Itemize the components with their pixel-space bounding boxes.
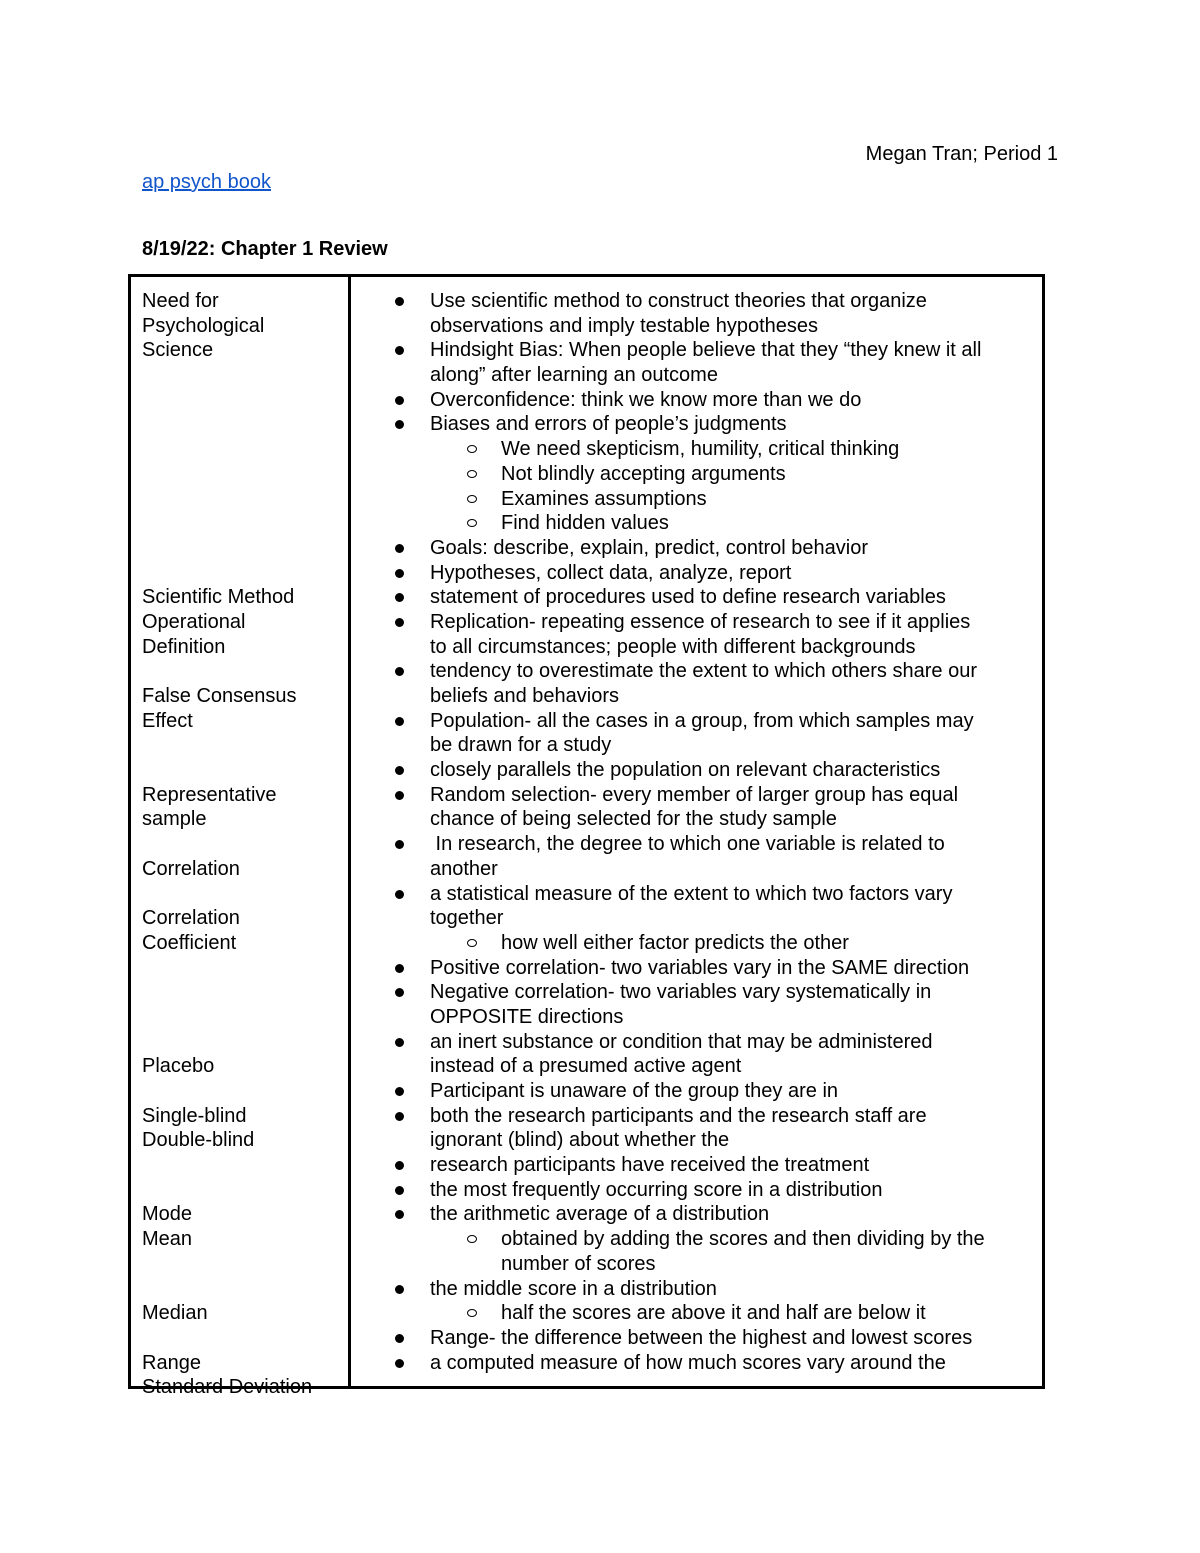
bullet-item (351, 1005, 1032, 1030)
term-line (142, 733, 348, 758)
filled-bullet-icon (395, 890, 404, 899)
bullet-item (351, 882, 1032, 907)
definition-text: research participants have received the treatment (430, 1154, 870, 1177)
filled-bullet-icon (395, 717, 404, 726)
definition-text: together (430, 907, 504, 930)
bullet-item (351, 1128, 1032, 1153)
sub-bullet-item (351, 487, 1032, 512)
filled-bullet-icon (395, 420, 404, 429)
term-line: Representative (142, 783, 277, 806)
filled-bullet-icon (395, 1087, 404, 1096)
term-line: sample (142, 808, 207, 831)
definition-text: to all circumstances; people with different backgrounds (430, 635, 916, 658)
term-line: Science (142, 339, 214, 362)
definition-text: how well either factor predicts the other (501, 931, 849, 954)
bullet-item (351, 536, 1032, 561)
filled-bullet-icon (395, 396, 404, 405)
definition-text: an inert substance or condition that may be administered (430, 1030, 933, 1053)
definition-text: Find hidden values (501, 512, 669, 535)
term-line: Definition (142, 635, 226, 658)
term-line: Effect (142, 709, 193, 732)
term-line (142, 511, 348, 536)
bullet-item (351, 585, 1032, 610)
definitions-column (351, 277, 1042, 1386)
definition-text: a statistical measure of the extent to which two factors vary (430, 882, 953, 905)
bullet-item (351, 906, 1032, 931)
filled-bullet-icon (395, 964, 404, 973)
bullet-item (351, 980, 1032, 1005)
term-line (142, 1326, 348, 1351)
definition-text: Random selection- every member of larger group has equal (430, 783, 959, 806)
bullet-item (351, 1054, 1032, 1079)
sub-bullet-item (351, 462, 1032, 487)
term-line (142, 1005, 348, 1030)
bullet-item (351, 1202, 1032, 1227)
term-line: Correlation (142, 857, 240, 880)
definition-text: observations and imply testable hypotheses (430, 314, 819, 337)
definition-text: instead of a presumed active agent (430, 1055, 742, 1078)
definition-text: be drawn for a study (430, 734, 612, 757)
term-line: Range (142, 1351, 201, 1374)
definition-text: number of scores (501, 1252, 656, 1275)
filled-bullet-icon (395, 544, 404, 553)
definition-text: closely parallels the population on relevant characteristics (430, 759, 941, 782)
term-line (142, 561, 348, 586)
bullet-item (351, 1079, 1032, 1104)
definition-text: Use scientific method to construct theories that organize (430, 290, 927, 312)
term-line (142, 1030, 348, 1055)
hollow-bullet-icon (467, 470, 477, 478)
definition-text: Hindsight Bias: When people believe that they “they knew it all (430, 339, 982, 362)
hollow-bullet-icon (467, 495, 477, 503)
definition-text: Range- the difference between the highest and lowest scores (430, 1326, 973, 1349)
term-line: Placebo (142, 1055, 215, 1078)
sub-bullet-item (351, 1227, 1032, 1252)
filled-bullet-icon (395, 667, 404, 676)
bullet-item (351, 1104, 1032, 1129)
filled-bullet-icon (395, 1112, 404, 1121)
bullet-item (351, 807, 1032, 832)
bullet-item (351, 388, 1032, 413)
filled-bullet-icon (395, 618, 404, 627)
filled-bullet-icon (395, 569, 404, 578)
hollow-bullet-icon (467, 445, 477, 453)
bullet-item (351, 363, 1032, 388)
filled-bullet-icon (395, 1359, 404, 1368)
hollow-bullet-icon (467, 1309, 477, 1317)
definition-text: obtained by adding the scores and then dividing by the (501, 1228, 985, 1251)
term-line: Operational (142, 610, 246, 633)
term-line: Scientific Method (142, 586, 295, 609)
definition-text: chance of being selected for the study sample (430, 808, 837, 831)
term-line: Psychological (142, 314, 265, 337)
filled-bullet-icon (395, 1186, 404, 1195)
term-line (142, 536, 348, 561)
term-line (142, 388, 348, 413)
term-line (142, 882, 348, 907)
term-line (142, 1153, 348, 1178)
bullet-item (351, 733, 1032, 758)
bullet-item (351, 314, 1032, 339)
filled-bullet-icon (395, 1285, 404, 1294)
definition-text: Negative correlation- two variables vary systematically in (430, 981, 932, 1004)
definition-text: beliefs and behaviors (430, 685, 620, 707)
hollow-bullet-icon (467, 1235, 477, 1243)
term-line (142, 758, 348, 783)
term-line (142, 1079, 348, 1104)
term-line (142, 832, 348, 857)
definition-text: Goals: describe, explain, predict, control behavior (430, 536, 869, 559)
definition-text: tendency to overestimate the extent to which others share our (430, 660, 977, 683)
definition-text: We need skepticism, humility, critical thinking (501, 438, 900, 461)
bullet-item (351, 1153, 1032, 1178)
definition-text: In research, the degree to which one variable is related to (430, 833, 945, 856)
definition-text: Population- all the cases in a group, from which samples may (430, 709, 974, 732)
term-line: Double-blind (142, 1129, 255, 1152)
bullet-item (351, 659, 1032, 684)
definition-text: ignorant (blind) about whether the (430, 1129, 730, 1152)
filled-bullet-icon (395, 593, 404, 602)
term-line (142, 1252, 348, 1277)
definition-text: Overconfidence: think we know more than we do (430, 388, 862, 411)
definition-text: both the research participants and the research staff are (430, 1104, 927, 1127)
term-line: False Consensus (142, 685, 297, 707)
filled-bullet-icon (395, 1210, 404, 1219)
sub-bullet-item (351, 1252, 1032, 1277)
hollow-bullet-icon (467, 939, 477, 947)
bullet-item (351, 338, 1032, 363)
filled-bullet-icon (395, 791, 404, 800)
definition-text: Hypotheses, collect data, analyze, report (430, 561, 792, 584)
bullet-item (351, 709, 1032, 734)
bullet-item (351, 1178, 1032, 1203)
notes-table (128, 274, 1045, 1399)
definition-text: OPPOSITE directions (430, 1005, 624, 1028)
filled-bullet-icon (395, 1334, 404, 1343)
definition-text: Examines assumptions (501, 487, 707, 510)
filled-bullet-icon (395, 1161, 404, 1170)
term-line (142, 462, 348, 487)
term-line: Single-blind (142, 1104, 247, 1127)
term-line (142, 980, 348, 1005)
term-line (142, 487, 348, 512)
bullet-item (351, 684, 1032, 709)
bullet-item (351, 783, 1032, 808)
bullet-item (351, 1030, 1032, 1055)
term-line: Mode (142, 1203, 193, 1226)
sub-bullet-item (351, 437, 1032, 462)
filled-bullet-icon (395, 766, 404, 775)
term-line (142, 363, 348, 388)
term-line (142, 659, 348, 684)
definition-text: the middle score in a distribution (430, 1277, 717, 1300)
term-line (142, 1178, 348, 1203)
bullet-item (351, 1351, 1032, 1376)
term-line: Mean (142, 1228, 193, 1251)
sub-bullet-item (351, 511, 1032, 536)
bullet-item (351, 758, 1032, 783)
bullet-item (351, 635, 1032, 660)
definition-text: a computed measure of how much scores vary around the (430, 1351, 946, 1374)
term-line: Need for (142, 290, 219, 312)
definition-text: along” after learning an outcome (430, 364, 718, 387)
ap-psych-book-link[interactable]: ap psych book (142, 171, 271, 193)
hollow-bullet-icon (467, 519, 477, 527)
author-name-period: Megan Tran; Period 1 (865, 143, 1058, 165)
terms-column (131, 277, 351, 1399)
bullet-item (351, 561, 1032, 586)
definition-text: half the scores are above it and half are below it (501, 1302, 926, 1325)
definition-text: the arithmetic average of a distribution (430, 1203, 770, 1226)
term-line: Coefficient (142, 931, 237, 954)
definition-text: Biases and errors of people’s judgments (430, 413, 787, 436)
sub-bullet-item (351, 931, 1032, 956)
term-line: Median (142, 1302, 208, 1325)
definition-text: the most frequently occurring score in a distribution (430, 1178, 883, 1201)
bullet-item (351, 1277, 1032, 1302)
bullet-item (351, 610, 1032, 635)
bullet-item (351, 1326, 1032, 1351)
bullet-item (351, 412, 1032, 437)
page-heading: 8/19/22: Chapter 1 Review (142, 238, 388, 260)
bullet-item (351, 289, 1032, 314)
term-line (142, 956, 348, 981)
filled-bullet-icon (395, 1038, 404, 1047)
filled-bullet-icon (395, 840, 404, 849)
definition-text: Replication- repeating essence of research to see if it applies (430, 610, 971, 633)
term-line (142, 1277, 348, 1302)
term-line (142, 412, 348, 437)
definition-text: Not blindly accepting arguments (501, 462, 786, 485)
bullet-item (351, 956, 1032, 981)
bullet-item (351, 832, 1032, 857)
sub-bullet-item (351, 1301, 1032, 1326)
filled-bullet-icon (395, 988, 404, 997)
term-line: Standard Deviation (142, 1376, 313, 1399)
definition-text: Positive correlation- two variables vary in the SAME direction (430, 956, 970, 979)
filled-bullet-icon (395, 346, 404, 355)
definition-text: Participant is unaware of the group they are in (430, 1080, 839, 1102)
definition-text: another (430, 857, 498, 880)
definition-text: statement of procedures used to define research variables (430, 586, 946, 609)
term-line: Correlation (142, 907, 240, 930)
filled-bullet-icon (395, 297, 404, 306)
term-line (142, 437, 348, 462)
bullet-item (351, 857, 1032, 882)
